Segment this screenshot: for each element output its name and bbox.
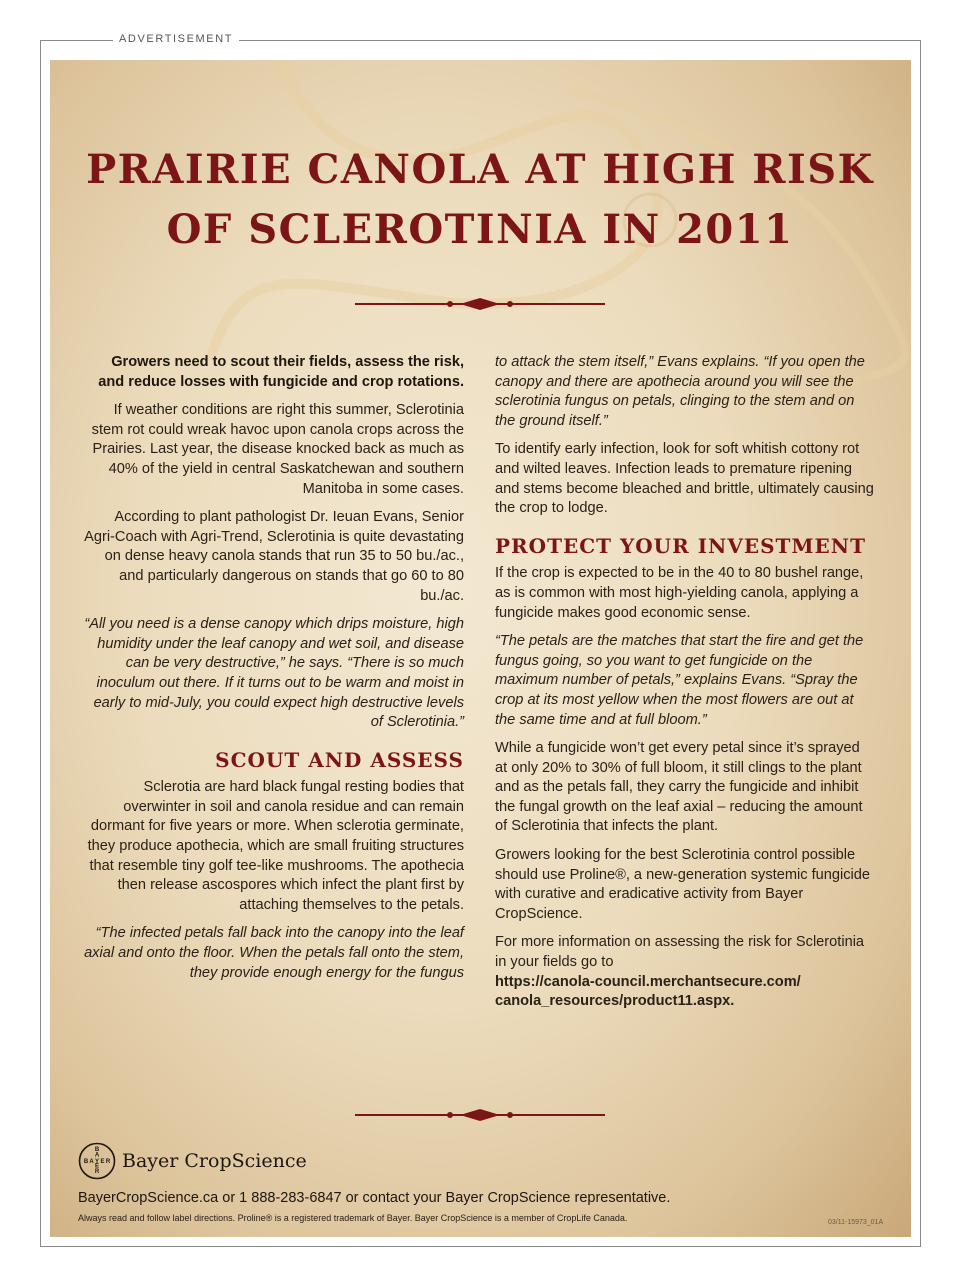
- quote-paragraph: to attack the stem itself,” Evans explains. “If you open the canopy and there are apothecia around you will see the sclerotinia fungus on petals, clinging to the stem and on the ground itself.”: [495, 354, 865, 429]
- headline-line-1: PRAIRIE CANOLA AT HIGH RISK: [86, 146, 874, 193]
- ornament-divider-top-icon: [355, 297, 605, 311]
- logo-letter-vertical: A: [94, 1152, 100, 1159]
- body-paragraph: According to plant pathologist Dr. Ieuan Evans, Senior Agri-Coach with Agri-Trend, Sclerotinia is quite devastating on dense heavy canola stands that run 35 to 50 bu./ac., and particularly dangerous on stands that go 60 to 80 bu./ac.: [84, 509, 464, 604]
- body-paragraph: For more information on assessing the risk for Sclerotinia in your fields go to: [495, 934, 865, 971]
- quote-paragraph: “All you need is a dense canopy which drips moisture, high humidity under the leaf canopy and wet soil, and disease can be very destructive,” he says. “There is so much inoculum out there. If it turns out to be warm and moist in early to mid-July, you could expect high destructive levels of Sclerotinia.”: [84, 616, 464, 731]
- logo-letter-horizontal: R: [105, 1159, 111, 1165]
- body-paragraph: While a fungicide won’t get every petal since it’s sprayed at only 20% to 30% of full bloom, it still clings to the plant and as the petals fall, they carry the fungicide and inhibit the fungal growth on the leaf axial – reducing the amount of Sclerotinia that infects the plant.: [495, 740, 863, 835]
- body-paragraph: To identify early infection, look for soft whitish cottony rot and wilted leaves. Infection leads to premature ripening and stems become bleached and brittle, ultimately causing the crop to lodge.: [495, 441, 874, 517]
- body-paragraph: Sclerotia are hard black fungal resting bodies that overwinter in soil and canola residue and can remain dormant for five years or more. When sclerotia germinate, they produce apothecia, which are small fruiting structures that resemble tiny golf tee-like mushrooms. The apothecia then release ascospores which infect the plant first by attaching themselves to the petals.: [87, 779, 464, 913]
- logo-letter-horizontal: Y: [94, 1159, 100, 1165]
- contact-line: BayerCropScience.ca or 1 888-283-6847 or contact your Bayer CropScience representative.: [78, 1190, 671, 1206]
- body-paragraph: If the crop is expected to be in the 40 to 80 bushel range, as is common with most high-yielding canola, applying a fungicide makes good economic sense.: [495, 565, 864, 621]
- bayer-logo: [78, 1142, 307, 1180]
- brand-name: Bayer CropScience: [122, 1150, 307, 1172]
- logo-letter-horizontal: A: [89, 1159, 94, 1165]
- ad-code: 03/11-15973_01A: [828, 1219, 884, 1226]
- lead-paragraph: Growers need to scout their fields, assess the risk, and reduce losses with fungicide and crop rotations.: [98, 354, 464, 390]
- logo-letter-horizontal: B: [83, 1159, 89, 1165]
- subheading-scout: SCOUT AND ASSESS: [215, 747, 464, 772]
- advertisement-label: ADVERTISEMENT: [113, 33, 239, 45]
- quote-paragraph: “The infected petals fall back into the canopy into the leaf axial and onto the floor. When the petals fall onto the stem, they provide enough energy for the fungus: [84, 925, 464, 981]
- quote-paragraph: “The petals are the matches that start the fire and get the fungus going, so you want to get fungicide on the maximum number of petals,” explains Evans. “Spray the crop at its most yellow when the most flowers are out at the same time and at full bloom.”: [495, 633, 864, 728]
- resource-link[interactable]: https://canola-council.merchantsecure.com/ canola_resources/product11.aspx.: [495, 973, 801, 1010]
- ornament-divider-bottom-icon: [355, 1108, 605, 1122]
- body-paragraph: If weather conditions are right this summer, Sclerotinia stem rot could wreak havoc upon canola crops across the Prairies. Last year, the disease knocked back as much as 40% of the yield in central Saskatchewan and southern Manitoba in some cases.: [91, 402, 464, 497]
- bayer-cross-icon: [78, 1142, 116, 1180]
- subheading-protect: PROTECT YOUR INVESTMENT: [495, 533, 866, 558]
- right-column: [495, 353, 875, 1021]
- logo-letter-horizontal: E: [100, 1159, 105, 1165]
- logo-letter-vertical: R: [94, 1169, 100, 1175]
- logo-letter-vertical: B: [94, 1147, 100, 1153]
- left-column: [82, 353, 464, 992]
- headline-line-2: OF SCLEROTINIA IN 2011: [166, 206, 794, 253]
- logo-letter-vertical: E: [94, 1163, 100, 1170]
- legal-disclaimer: Always read and follow label directions. Proline® is a registered trademark of Bayer. Bayer CropScience is a member of CropLife Canada.: [78, 1213, 628, 1223]
- body-paragraph: Growers looking for the best Sclerotinia control possible should use Proline®, a new-generation systemic fungicide with curative and eradicative activity from Bayer CropScience.: [495, 847, 870, 922]
